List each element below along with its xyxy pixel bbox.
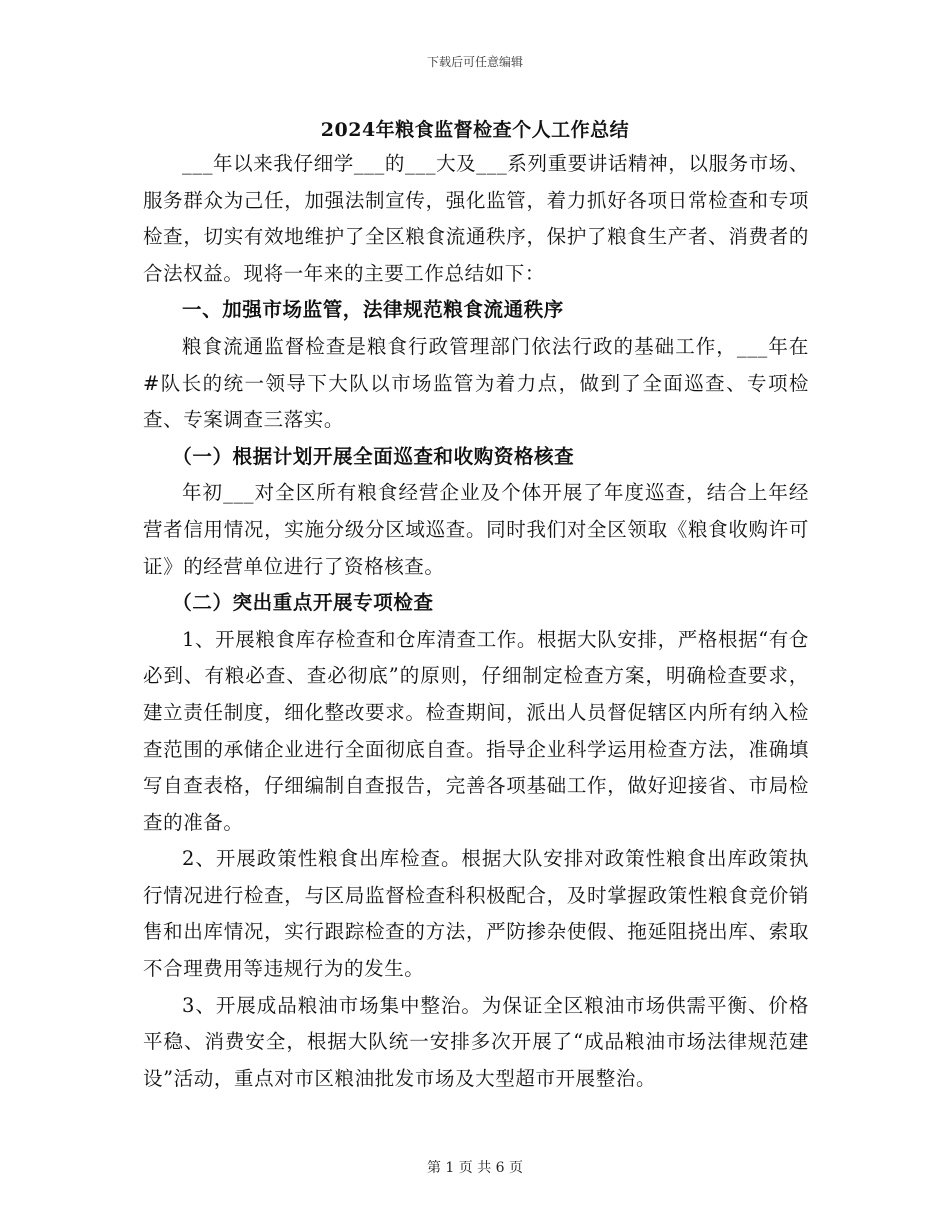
item-3-paragraph: 3、开展成品粮油市场集中整治。为保证全区粮油市场供需平衡、价格平稳、消费安全，根据大队统一安排多次开展了“成品粮油市场法律规范建设”活动，重点对市区粮油批发市场及大型超市开展整治。 <box>143 993 809 1090</box>
intro-paragraph: ___年以来我仔细学___的___大及___系列重要讲话精神，以服务市场、服务群众为己任，加强法制宣传，强化监管，着力抓好各项日常检查和专项检查，切实有效地维护了全区粮食流通秩序，保护了粮食生产者、消费者的合法权益。现将一年来的主要工作总结如下： <box>143 152 809 285</box>
section-heading-1: 一、加强市场监管，法律规范粮食流通秩序 <box>182 298 564 322</box>
document-body <box>143 146 809 1097</box>
subsection-1-paragraph: 年初___对全区所有粮食经营企业及个体开展了年度巡查，结合上年经营者信用情况，实施分级分区域巡查。同时我们对全区领取《粮食收购许可证》的经营单位进行了资格核查。 <box>143 481 809 578</box>
header-note: 下载后可任意编辑 <box>426 55 523 69</box>
subsection-heading-2: （二）突出重点开展专项检查 <box>172 591 434 615</box>
section-1-paragraph: 粮食流通监督检查是粮食行政管理部门依法行政的基础工作，___年在#队长的统一领导下大队以市场监管为着力点，做到了全面巡查、专项检查、专案调查三落实。 <box>143 334 809 432</box>
item-2-paragraph: 2、开展政策性粮食出库检查。根据大队安排对政策性粮食出库政策执行情况进行检查，与区局监督检查科积极配合，及时掌握政策性粮食竞价销售和出库情况，实行跟踪检查的方法，严防掺杂使假、拖延阻挠出库、索取不合理费用等违规行为的发生。 <box>143 847 809 981</box>
item-1-paragraph: 1、开展粮食库存检查和仓库清查工作。根据大队安排，严格根据“有仓必到、有粮必查、查必彻底”的原则，仔细制定检查方案，明确检查要求，建立责任制度，细化整改要求。检查期间，派出人员督促辖区内所有纳入检查范围的承储企业进行全面彻底自查。指导企业科学运用检查方法，准确填写自查表格，仔细编制自查报告，完善各项基础工作，做好迎接省、市局检查的准备。 <box>143 627 809 834</box>
subsection-heading-1: （一）根据计划开展全面巡查和收购资格核查 <box>172 444 575 468</box>
document-title: 2024年粮食监督检查个人工作总结 <box>320 119 630 141</box>
page-number: 第 1 页 共 6 页 <box>426 1160 524 1176</box>
